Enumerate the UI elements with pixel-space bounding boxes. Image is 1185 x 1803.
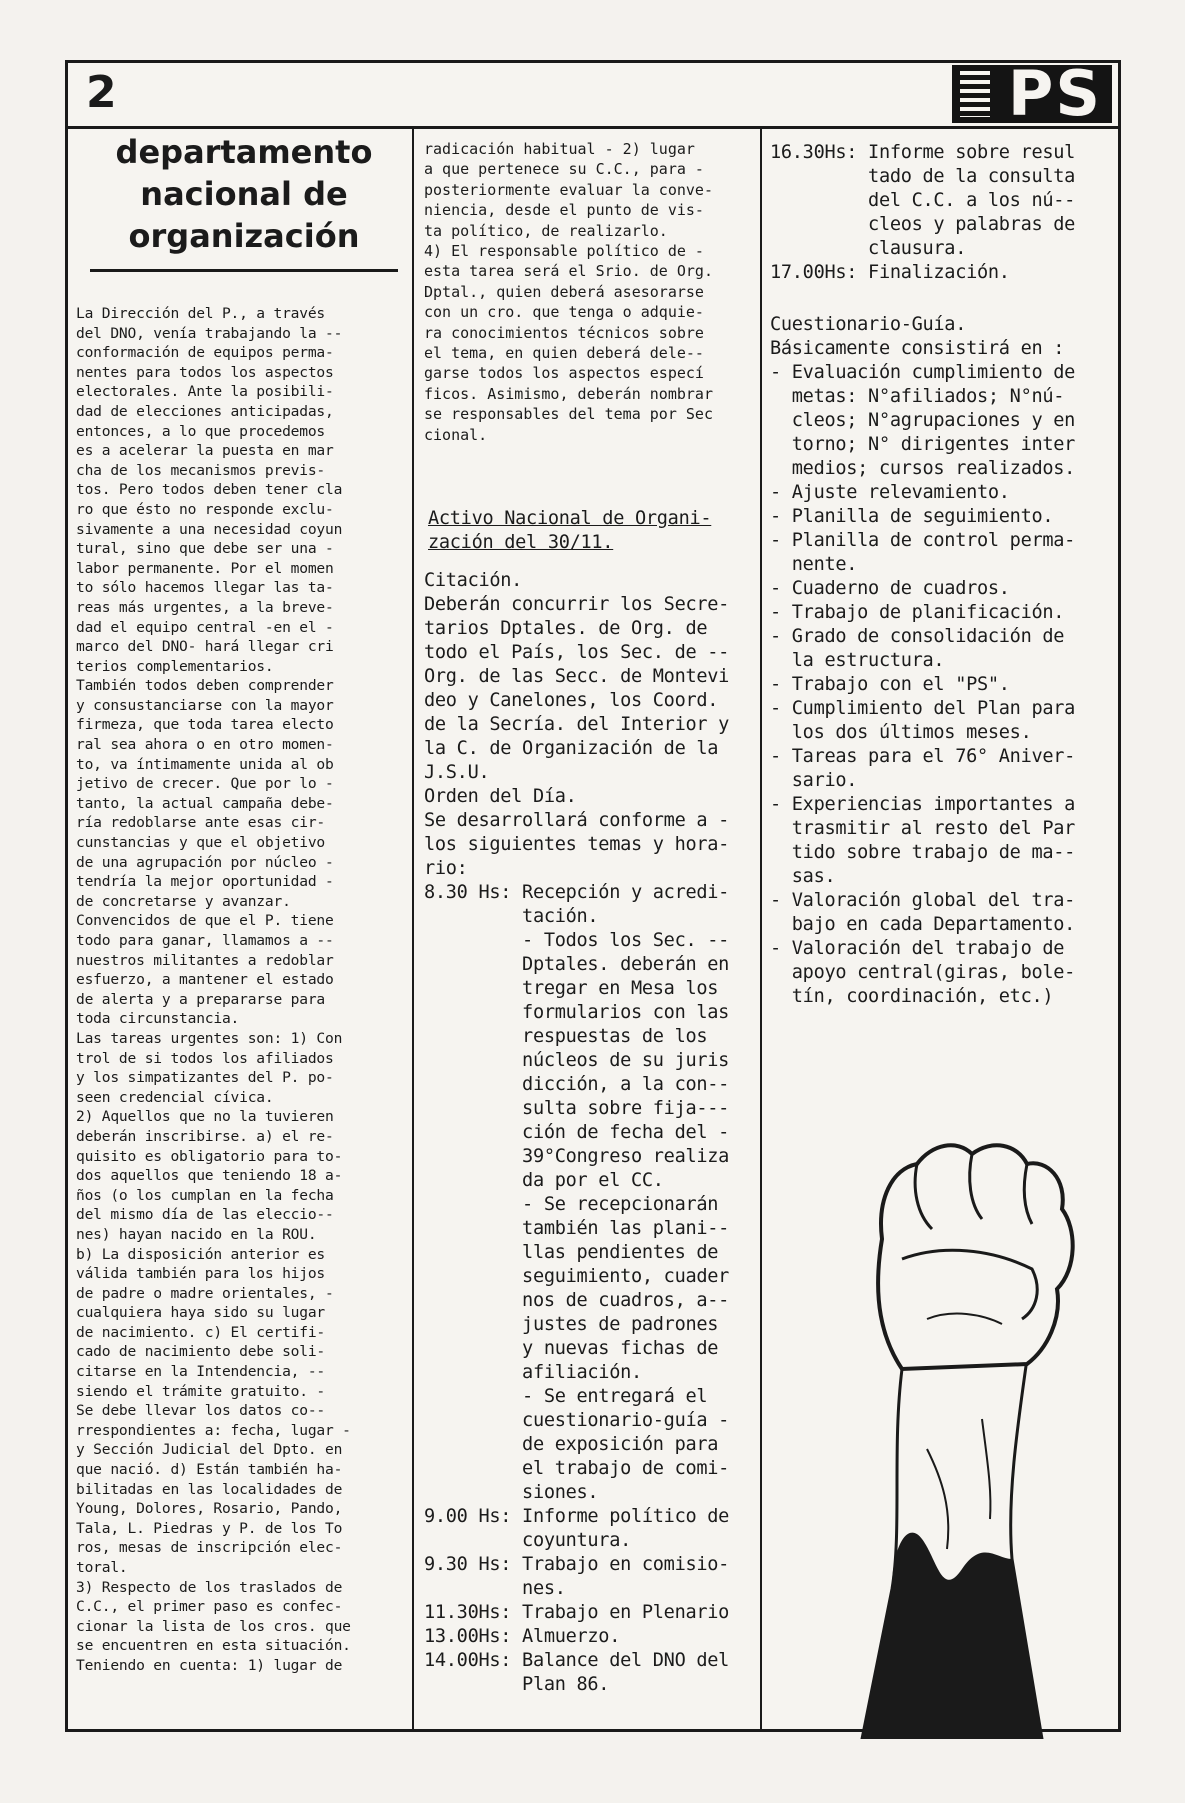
ps-logo xyxy=(952,65,1112,123)
column-3 xyxy=(762,129,1118,1729)
logo-text: PS xyxy=(1007,65,1102,123)
logo-emblem-icon xyxy=(960,71,990,117)
article-body-column-2-top: radicación habitual - 2) lugar a que pertenece su C.C., para - posteriormente evaluar la conve- niencia, desde el punto de vis- ta político, de realizarlo. 4) El responsable político de - esta tarea será el Srio. de Org. Dptal., quien deberá asesorarse con un cro. que tenga o adquie- ra conocimientos técnicos sobre el tema, en quien deberá dele-- garse todos los aspectos especí ficos. Asimismo, deberán nombrar se responsables del tema por Sec cional. xyxy=(424,140,713,444)
activo-nacional-heading: Activo Nacional de Organi- zación del 30/11. xyxy=(428,508,712,554)
page-number: 2 xyxy=(86,67,117,118)
agenda-continuation: 16.30Hs: Informe sobre resul tado de la consulta del C.C. a los nú-- cleos y palabras de clausura. 17.00Hs: Finalización. xyxy=(770,142,1076,283)
article-body-column-1: La Dirección del P., a través del DNO, venía trabajando la -- conformación de equipos perma- nentes para todos los aspectos electorales. Ante la posibili- dad de elecciones anticipadas, entonces, a lo que procedemos es a acelerar la puesta en mar cha de los mecanismos previs- tos. Pero todos deben tener cla ro que ésto no responde exclu- sivamente a una necesidad coyun tural, sino que debe ser una - labor permanente. Por el momen to sólo hacemos llegar las ta- reas más urgentes, a la breve- dad el equipo central -en el - marco del DNO- hará llegar cri terios complementarios. También todos deben comprender y consustanciarse con la mayor firmeza, que toda tarea electo ral sea ahora o en otro momen- to, va íntimamente unida al ob jetivo de crecer. Que por lo - tanto, la actual campaña debe- ría redoblarse ante esas cir- cunstancias y que el objetivo de una agrupación por núcleo - tendría la mejor oportunidad - de concretarse y avanzar. Convencidos de que el P. tiene todo para ganar, llamamos a -- nuestros militantes a redoblar esfuerzo, a mantener el estado de alerta y a prepararse para toda circunstancia. Las tareas urgentes son: 1) Con trol de si todos los afiliados y los simpatizantes del P. po- seen credencial cívica. 2) Aquellos que no la tuvieren deberán inscribirse. a) el re- quisito es obligatorio para to- dos aquellos que teniendo 18 a- ños (o los cumplan en la fecha del mismo día de las eleccio-- nes) hayan nacido en la ROU. b) La disposición anterior es válida también para los hijos de padre o madre orientales, - cualquiera haya sido su lugar de nacimiento. c) El certifi- cado de nacimiento debe soli- citarse en la Intendencia, -- siendo el trámite gratuito. - Se debe llevar los datos co-- rrespondientes a: fecha, lugar - y Sección Judicial del Dpto. en que nació. d) Están también ha- bilitadas en las localidades de Young, Dolores, Rosario, Pando, Tala, L. Piedras y P. de los To ros, mesas de inscripción elec- toral. 3) Respecto de los traslados de C.C., el primer paso es confec- cionar la lista de los cros. que se encuentren en esta situación. Teniendo en cuenta: 1) lugar de xyxy=(76,305,351,1674)
raised-fist-illustration xyxy=(832,1119,1092,1739)
cuestionario-guia: Cuestionario-Guía. Básicamente consistirá en : - Evaluación cumplimiento de metas: N°afiliados; N°nú- cleos; N°agrupaciones y en torno; N° dirigentes inter medios; cursos realizados. - Ajuste relevamiento. - Planilla de seguimiento. - Planilla de control perma- nente. - Cuaderno de cuadros. - Trabajo de planificación. - Grado de consolidación de la estructura. - Trabajo con el "PS". - Cumplimiento del Plan para los dos últimos meses. - Tareas para el 76° Aniver- sario. - Experiencias importantes a trasmitir al resto del Par tido sobre trabajo de ma-- sas. - Valoración global del tra- bajo en cada Departamento. - Valoración del trabajo de apoyo central(giras, bole- tín, coordinación, etc.) xyxy=(770,314,1076,1007)
column-2 xyxy=(414,129,762,1729)
page-header xyxy=(68,63,1118,129)
section-title: departamento nacional de organización xyxy=(90,131,398,272)
agenda-text: Citación. Deberán concurrir los Secre- tarios Dptales. de Org. de todo el País, los Sec. de -- Org. de las Secc. de Montevi deo y Canelones, los Coord. de la Secría. del Interior y la C. de Organización de la J.S.U. Orden del Día. Se desarrollará conforme a - los siguientes temas y hora- rio: 8.30 Hs: Recepción y acredi- tación. - Todos los Sec. -- Dptales. deberán en tregar en Mesa los formularios con las respuestas de los núcleos de su juris dicción, a la con-- sulta sobre fija--- ción de fecha del - 39°Congreso realiza da por el CC. - Se recepcionarán también las plani-- llas pendientes de seguimiento, cuader nos de cuadros, a-- justes de padrones y nuevas fichas de afiliación. - Se entregará el cuestionario-guía - de exposición para el trabajo de comi- siones. 9.00 Hs: Informe político de coyuntura. 9.30 Hs: Trabajo en comisio- nes. 11.30Hs: Trabajo en Plenario 13.00Hs: Almuerzo. 14.00Hs: Balance del DNO del Plan 86. xyxy=(424,570,730,1696)
column-1 xyxy=(68,129,414,1729)
newspaper-page xyxy=(65,60,1121,1732)
